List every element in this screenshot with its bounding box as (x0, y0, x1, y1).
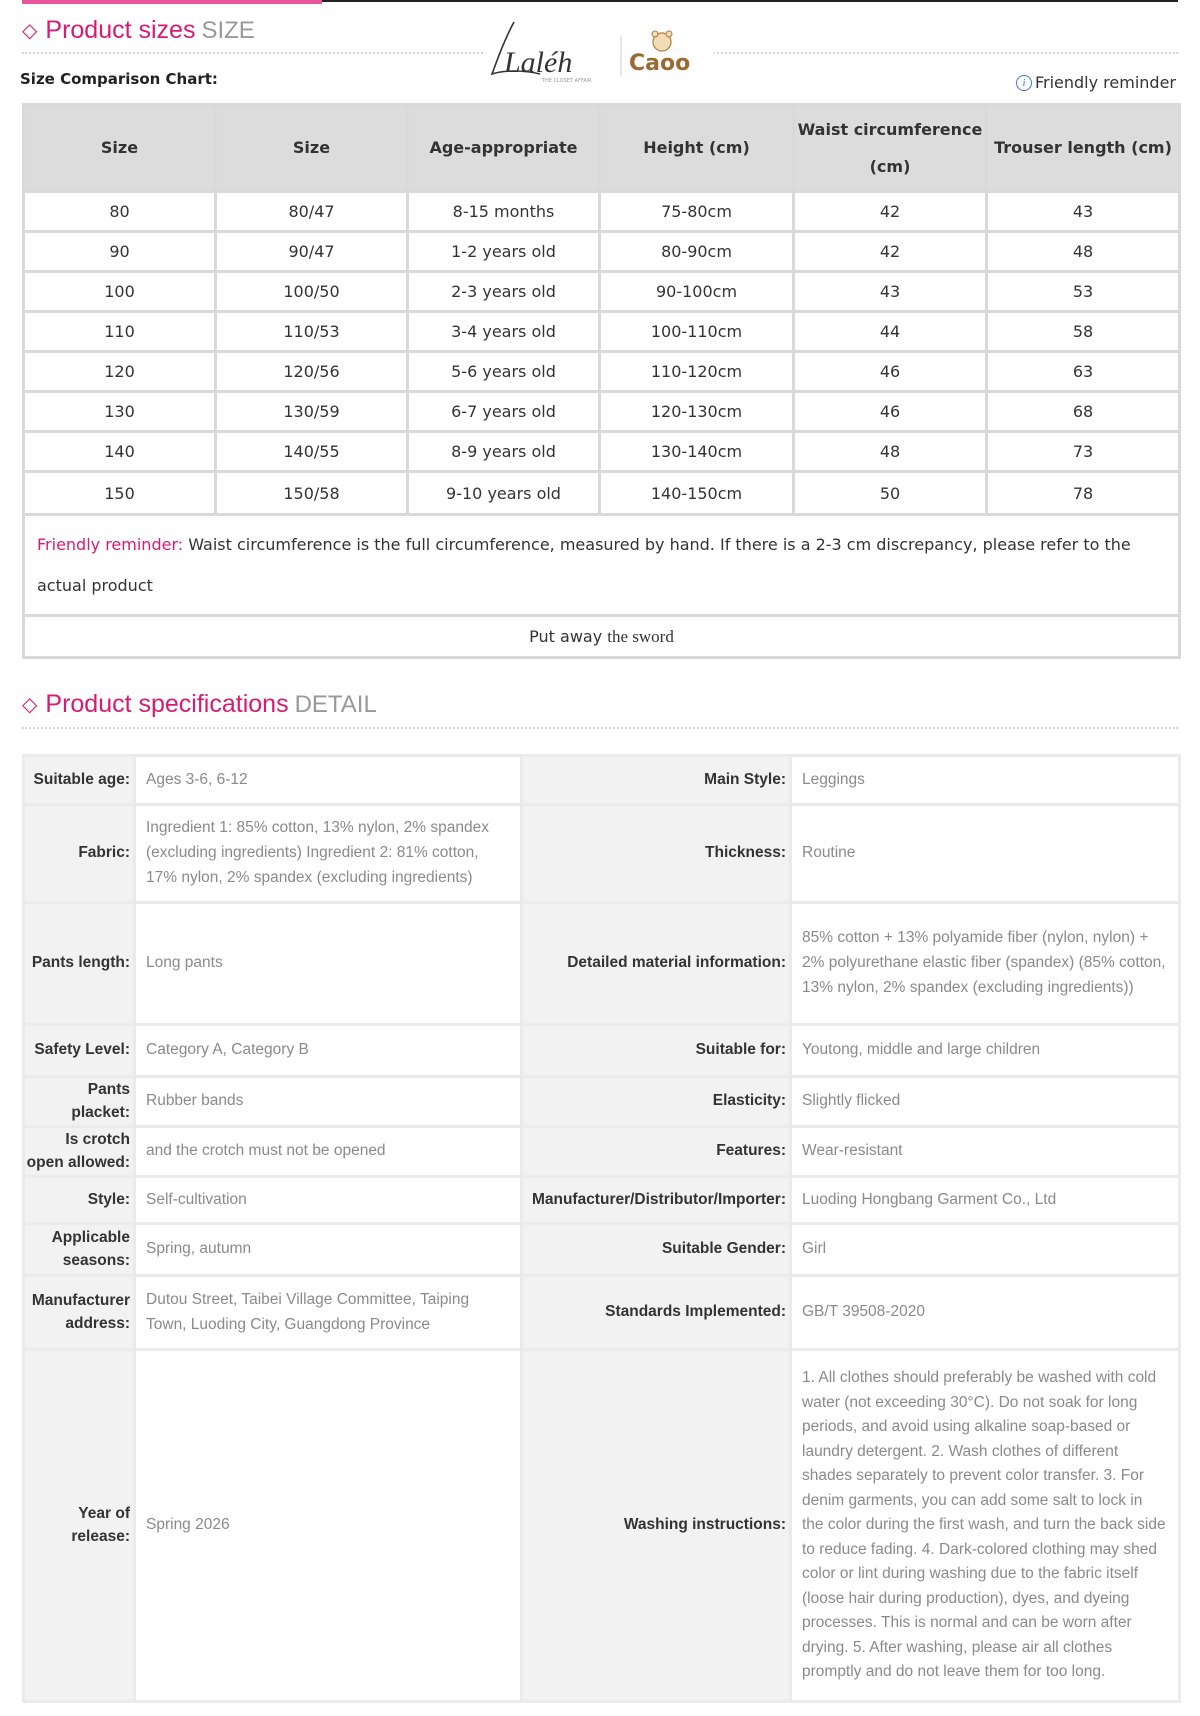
spec-row (24, 1350, 1180, 1702)
spec-key: Safety Level: (24, 1025, 135, 1077)
cell: 150/58 (216, 472, 408, 515)
cell: 53 (987, 272, 1180, 312)
cell: 130/59 (216, 392, 408, 432)
spec-key: Washing instructions: (522, 1350, 791, 1702)
footer-text-a: Put away (529, 626, 603, 646)
table-row (24, 312, 1180, 352)
logo-tagline: THE CLOSET AFFAIR (542, 78, 592, 84)
cell: 130-140cm (600, 432, 794, 472)
spec-key: Thickness: (522, 805, 791, 903)
dotted-divider (22, 727, 1178, 729)
spec-key: Manufacturer/Distributor/Importer: (522, 1177, 791, 1224)
spec-key: Detailed material information: (522, 903, 791, 1025)
spec-row (24, 1177, 1180, 1224)
footer-text-b: the sword (607, 626, 674, 646)
spec-row (24, 805, 1180, 903)
header-trouser-length: Trouser length (cm) (987, 105, 1180, 192)
header-waist-line2: (cm) (869, 157, 911, 176)
cell: 42 (794, 232, 987, 272)
cell: 90 (24, 232, 216, 272)
spec-key: Style: (24, 1177, 135, 1224)
size-note-row (24, 515, 1180, 616)
spec-value: Self-cultivation (135, 1177, 522, 1224)
cell: 78 (987, 472, 1180, 515)
cell: 48 (987, 232, 1180, 272)
cell: 90-100cm (600, 272, 794, 312)
size-section-title: Product sizes (45, 16, 196, 44)
spec-value: Youtong, middle and large children (791, 1025, 1180, 1077)
spec-section-title-en: DETAIL (294, 691, 377, 718)
cell: 44 (794, 312, 987, 352)
cell: 110-120cm (600, 352, 794, 392)
cell: 100/50 (216, 272, 408, 312)
spec-row (24, 1025, 1180, 1077)
spec-key: Suitable for: (522, 1025, 791, 1077)
spec-key: Elasticity: (522, 1077, 791, 1127)
spec-row (24, 1276, 1180, 1350)
header-age: Age-appropriate (408, 105, 600, 192)
spec-row (24, 1077, 1180, 1127)
cell: 6-7 years old (408, 392, 600, 432)
size-note-label: Friendly reminder: (37, 535, 184, 554)
header-size-code: Size (216, 105, 408, 192)
spec-key: Pants placket: (24, 1077, 135, 1127)
cell: 50 (794, 472, 987, 515)
spec-key: Year of release: (24, 1350, 135, 1702)
cell: 8-15 months (408, 192, 600, 232)
diamond-icon: ◇ (22, 692, 38, 716)
spec-value: Girl (791, 1224, 1180, 1276)
cell: 80/47 (216, 192, 408, 232)
size-note-text: Waist circumference is the full circumference, measured by hand. If there is a 2-3 cm discrepancy, please refer to the actual product (37, 535, 1131, 595)
cell: 120/56 (216, 352, 408, 392)
cell: 48 (794, 432, 987, 472)
spec-key: Suitable Gender: (522, 1224, 791, 1276)
cell: 130 (24, 392, 216, 432)
brand-logo (484, 14, 714, 90)
cell: 58 (987, 312, 1180, 352)
cell: 68 (987, 392, 1180, 432)
cell: 110 (24, 312, 216, 352)
cell: 43 (794, 272, 987, 312)
top-divider-accent (22, 0, 322, 4)
header-height: Height (cm) (600, 105, 794, 192)
spec-value: GB/T 39508-2020 (791, 1276, 1180, 1350)
cell: 2-3 years old (408, 272, 600, 312)
cell: 75-80cm (600, 192, 794, 232)
spec-value: Rubber bands (135, 1077, 522, 1127)
cell: 110/53 (216, 312, 408, 352)
spec-table (22, 754, 1181, 1703)
spec-value: Leggings (791, 756, 1180, 805)
header-waist-line1: Waist circumference (797, 119, 983, 139)
spec-section-header (22, 690, 377, 720)
header-size: Size (24, 105, 216, 192)
logo-graphic (484, 14, 714, 90)
cell: 140 (24, 432, 216, 472)
table-row (24, 232, 1180, 272)
header-waist (794, 105, 987, 192)
spec-row (24, 1224, 1180, 1276)
cell: 120-130cm (600, 392, 794, 432)
table-row (24, 272, 1180, 312)
spec-section-title: Product specifications (45, 690, 289, 718)
cell: 73 (987, 432, 1180, 472)
spec-key: Standards Implemented: (522, 1276, 791, 1350)
table-row (24, 432, 1180, 472)
spec-value: Wear-resistant (791, 1127, 1180, 1177)
top-divider-line (322, 0, 1178, 2)
size-section-header (22, 16, 255, 46)
spec-key: Pants length: (24, 903, 135, 1025)
cell: 46 (794, 392, 987, 432)
cell: 100-110cm (600, 312, 794, 352)
cell: 9-10 years old (408, 472, 600, 515)
spec-value: Routine (791, 805, 1180, 903)
size-chart-table (22, 103, 1181, 659)
cell: 100 (24, 272, 216, 312)
table-row (24, 472, 1180, 515)
spec-value: Luoding Hongbang Garment Co., Ltd (791, 1177, 1180, 1224)
friendly-reminder-link[interactable] (1016, 73, 1176, 92)
logo-wordmark: Laléh (504, 46, 573, 79)
table-row (24, 392, 1180, 432)
washing-instructions-value: 1. All clothes should preferably be washed with cold water (not exceeding 30°C). Do not soak for long periods, and avoid using alkaline soap-based or laundry detergent. 2. Wash clothes of different shades separately to prevent color transfer. 3. For denim garments, you can add some salt to lock in the color during the first wash, and turn the back side to reduce fading. 4. Dark-colored clothing may shed color or lint during washing due to the fabric itself (loose hair during production), dyes, and dyeing processes. This is normal and can be worn after drying. 5. After washing, please air all clothes promptly and do not leave them for too long. (791, 1350, 1180, 1702)
size-table-header-row (24, 105, 1180, 192)
spec-value: Spring, autumn (135, 1224, 522, 1276)
size-note (24, 515, 1180, 616)
brand-wordmark: Caoo (629, 51, 691, 76)
cell: 120 (24, 352, 216, 392)
cell: 80-90cm (600, 232, 794, 272)
spec-value: Ingredient 1: 85% cotton, 13% nylon, 2% spandex (excluding ingredients) Ingredient 2: 81% cotton, 17% nylon, 2% spandex (excluding ingredients) (135, 805, 522, 903)
cell: 90/47 (216, 232, 408, 272)
spec-value: Category A, Category B (135, 1025, 522, 1077)
cell: 80 (24, 192, 216, 232)
top-divider (22, 0, 1178, 4)
cell: 140-150cm (600, 472, 794, 515)
spec-key: Features: (522, 1127, 791, 1177)
size-section-title-en: SIZE (201, 17, 255, 44)
table-row (24, 352, 1180, 392)
spec-value: and the crotch must not be opened (135, 1127, 522, 1177)
spec-key: Fabric: (24, 805, 135, 903)
spec-key: Manufacturer address: (24, 1276, 135, 1350)
spec-value: Long pants (135, 903, 522, 1025)
spec-key: Main Style: (522, 756, 791, 805)
cell: 43 (987, 192, 1180, 232)
spec-value: Ages 3-6, 6-12 (135, 756, 522, 805)
cell: 63 (987, 352, 1180, 392)
cell: 140/55 (216, 432, 408, 472)
cell: 5-6 years old (408, 352, 600, 392)
spec-row (24, 1127, 1180, 1177)
cell: 8-9 years old (408, 432, 600, 472)
info-icon: i (1016, 75, 1032, 91)
spec-value: Spring 2026 (135, 1350, 522, 1702)
friendly-reminder-label: Friendly reminder (1034, 73, 1176, 92)
cell: 46 (794, 352, 987, 392)
cell: 150 (24, 472, 216, 515)
spec-key: Is crotch open allowed: (24, 1127, 135, 1177)
spec-key: Suitable age: (24, 756, 135, 805)
cell: 3-4 years old (408, 312, 600, 352)
cell: 42 (794, 192, 987, 232)
size-chart-subtitle: Size Comparison Chart: (20, 70, 218, 88)
table-row (24, 192, 1180, 232)
size-footer (24, 616, 1180, 658)
diamond-icon: ◇ (22, 18, 38, 42)
spec-value: Dutou Street, Taibei Village Committee, Taiping Town, Luoding City, Guangdong Province (135, 1276, 522, 1350)
spec-value: Slightly flicked (791, 1077, 1180, 1127)
spec-value: 85% cotton + 13% polyamide fiber (nylon, nylon) + 2% polyurethane elastic fiber (spandex) (85% cotton, 13% nylon, 2% spandex (excluding ingredients)) (791, 903, 1180, 1025)
spec-row (24, 903, 1180, 1025)
spec-key: Applicable seasons: (24, 1224, 135, 1276)
size-footer-row (24, 616, 1180, 658)
cell: 1-2 years old (408, 232, 600, 272)
spec-row (24, 756, 1180, 805)
